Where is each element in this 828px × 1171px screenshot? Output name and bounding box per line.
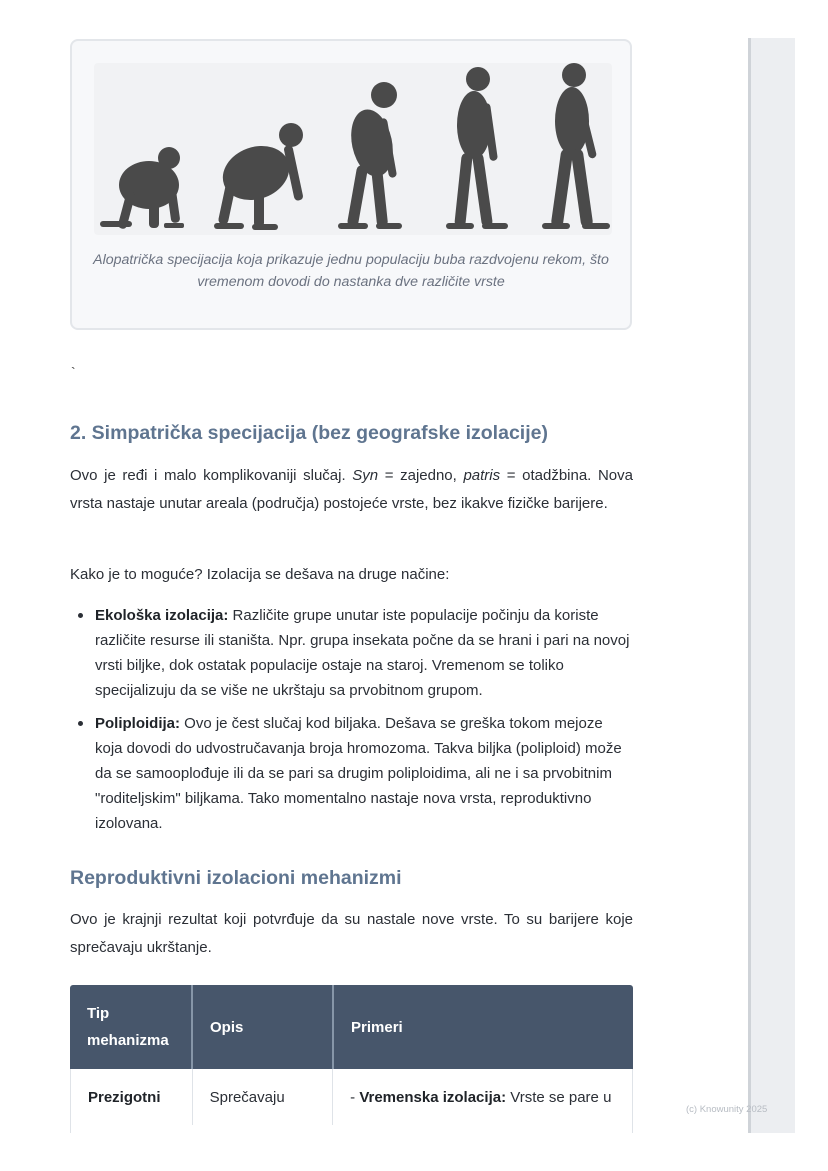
example-term: Vremenska izolacija: [359,1088,507,1106]
human-silhouette-5 [542,63,610,229]
section-heading-sympatric: 2. Simpatrička specijacija (bez geografske izolacije) [70,422,548,444]
paragraph-reproductive: Ovo je krajnji rezultat koji potvrđuje da su nastale nove vrste. To su barijere koje sprečavaju ukrštanje. [70,911,633,956]
hominid-silhouette-4 [446,67,508,229]
stray-mark: ` [71,364,76,380]
text-segment: = zajedno, [378,467,464,484]
list-item [70,711,633,836]
list-item-text: Različite grupe unutar iste populacije počinju da koriste različite resurse ili staništa. Npr. grupa insekata počne da se hrani i pari na novoj vrsti biljke, dok ostatak populacije ostaje na staroj. Vremenom se toliko specijalizuju da se više ne ukrštaju sa prvobitnom grupom. [95,607,630,699]
bullet-dot [78,721,83,726]
table-header-type: Tip mehanizma [87,1005,169,1049]
table-header-examples: Primeri [332,985,633,1069]
list-item [70,603,633,703]
italic-term-patris: patris [463,467,501,484]
table-row [70,1069,633,1133]
text-segment: = otadžbina. Nova vrsta nastaje unutar areala (područja) postojeće vrste, bez ikakve fizičke barijere. [70,467,633,512]
table-cell-type: Prezigotni [88,1088,161,1106]
evolution-image [94,63,612,235]
paragraph-question: Kako je to moguće? Izolacija se dešava na druge načine: [70,566,450,583]
figure-caption: Alopatrička specijacija koja prikazuje jednu populaciju buba razdvojenu rekom, što vremenom dovodi do nastanka dve različite vrste [93,252,609,290]
text-segment: Ovo je ređi i malo komplikovaniji slučaj. [70,467,353,484]
ape-silhouette-1 [100,147,184,230]
ape-silhouette-2 [214,123,304,230]
hominid-silhouette-3 [338,82,402,229]
list-item-text: Ovo je čest slučaj kod biljaka. Dešava se greška tokom mejoze koja dovodi do udvostručavanja broja hromozoma. Takva biljka (poliploid) može da se samooplođuje ili da se pari sa drugim poliploidima, ali ne i sa prvobitnim "roditeljskim" biljkama. Tako momentalno nastaje nova vrsta, reproduktivno izolovana. [95,715,622,832]
mechanisms-table [70,985,633,1133]
table-header-row [70,985,633,1069]
bullet-dot [78,613,83,618]
page-gutter [748,38,795,1133]
evolution-silhouettes-icon [94,63,612,235]
table-cell-description: Sprečavaju [192,1069,333,1125]
example-prefix: - [350,1088,360,1106]
list-item-term: Poliploidija: [95,715,180,732]
figure-card [70,39,632,330]
italic-term-syn: Syn [352,467,379,484]
example-text: Vrste se pare u [506,1088,612,1106]
isolation-list [70,603,633,844]
paragraph-sympatric-intro [70,462,633,517]
watermark: (c) Knowunity 2025 [686,1104,768,1115]
list-item-term: Ekološka izolacija: [95,607,229,624]
table-header-description: Opis [191,985,332,1069]
table-cell-examples [332,1069,632,1125]
section-heading-reproductive: Reproduktivni izolacioni mehanizmi [70,867,402,889]
